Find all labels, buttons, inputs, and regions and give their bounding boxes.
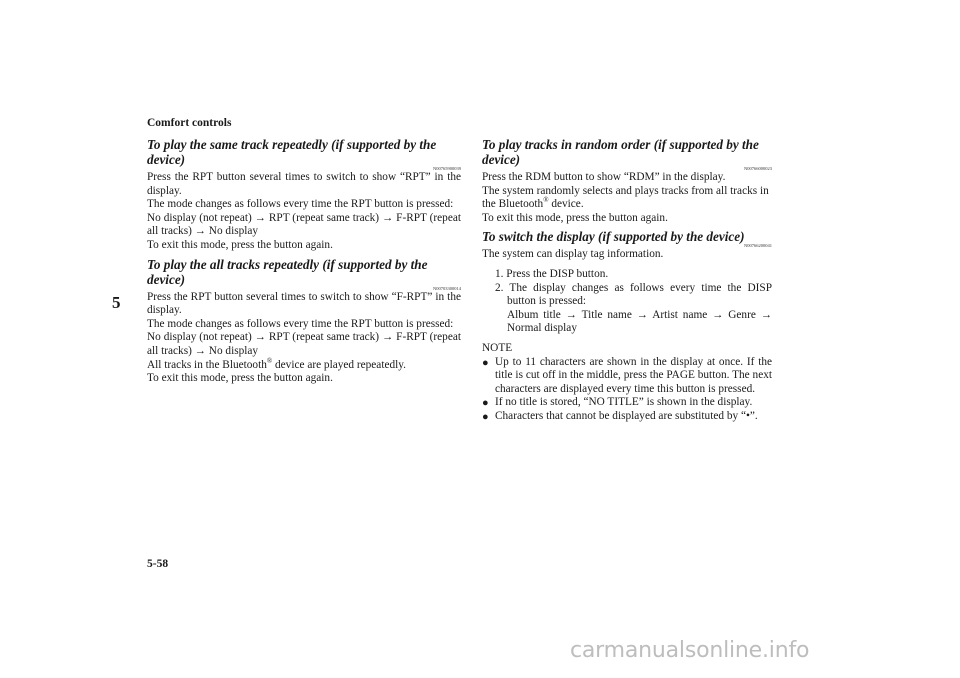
paragraph: No display (not repeat) → RPT (repeat same track) → F-RPT (repeat all tracks) → No display	[147, 331, 461, 357]
bullet-icon: ●	[482, 410, 489, 423]
step-item	[482, 282, 772, 336]
paragraph: The system can display tag information.	[482, 248, 664, 261]
paragraph	[147, 356, 461, 373]
paragraph: Press the RDM button to show “RDM” in the display.	[482, 171, 726, 183]
text: All tracks in the Bluetooth	[147, 358, 267, 371]
note-item	[482, 410, 772, 424]
section-title: To play the all tracks repeatedly (if supported by the device)	[147, 256, 428, 287]
section-title: To play the same track repeatedly (if supported by the device)	[147, 137, 437, 167]
paragraph: Press the RPT button several times to switch to show “RPT” in the display.	[147, 171, 461, 197]
left-column	[147, 134, 461, 390]
note-list	[482, 356, 772, 424]
paragraph: Press the RPT button several times to switch to show “F-RPT” in the display.	[147, 290, 461, 317]
bullet-icon: ●	[482, 356, 489, 369]
note-text: If no title is stored, “NO TITLE” is shown in the display.	[495, 396, 753, 409]
section-repeat-track	[147, 137, 461, 253]
note-title: NOTE	[482, 341, 513, 354]
paragraph: The mode changes as follows every time the RPT button is pressed:	[147, 198, 454, 211]
section-random	[482, 137, 772, 225]
page-header: Comfort controls	[147, 117, 232, 129]
paragraph: To exit this mode, press the button again.	[147, 238, 333, 251]
note-text: Characters that cannot be displayed are substituted by “•”.	[495, 409, 758, 422]
section-title: To switch the display (if supported by the device)	[482, 229, 745, 245]
paragraph: The system randomly selects and plays tracks from all tracks in	[482, 184, 769, 197]
section-repeat-all	[147, 257, 461, 386]
paragraph	[482, 198, 772, 212]
watermark: carmanualsonline.info	[570, 638, 810, 663]
section-title: To play tracks in random order (if supported by the device)	[482, 137, 759, 167]
page-number: 5-58	[147, 558, 169, 570]
registered-mark: ®	[543, 196, 549, 205]
bullet-icon: ●	[482, 397, 489, 410]
text: device are played repeatedly.	[272, 358, 406, 371]
section-code: N00703300014	[433, 285, 461, 291]
registered-mark: ®	[266, 356, 273, 365]
section-code: N00765900039	[433, 166, 461, 171]
text: the Bluetooth	[482, 198, 544, 211]
paragraph: To exit this mode, press the button again.	[147, 372, 333, 385]
paragraph: The mode changes as follows every time the RPT button is pressed:	[147, 317, 454, 330]
right-column	[482, 134, 772, 428]
note-text: Up to 11 characters are shown in the display at once. If the title is cut off in the middle, press the PAGE button. The next characters are displayed every time this button is pressed.	[495, 355, 772, 395]
note-item	[482, 396, 772, 410]
chapter-tab: 5	[112, 293, 121, 312]
note-item	[482, 356, 772, 397]
paragraph: No display (not repeat) → RPT (repeat same track) → F-RPT (repeat all tracks) → No display	[147, 211, 461, 238]
step-item: 1. Press the DISP button.	[495, 267, 609, 280]
text: device.	[548, 198, 584, 211]
section-switch-display	[482, 229, 772, 423]
section-code: N00766000023	[744, 166, 772, 171]
paragraph: To exit this mode, press the button again.	[482, 211, 668, 224]
step-text: 2. The display changes as follows every time the DISP button is pressed:	[495, 281, 772, 308]
steps-list	[482, 268, 772, 336]
step-sequence: Album title → Title name → Artist name → Genre → Normal display	[507, 308, 772, 335]
section-code: N00766200041	[744, 243, 772, 249]
